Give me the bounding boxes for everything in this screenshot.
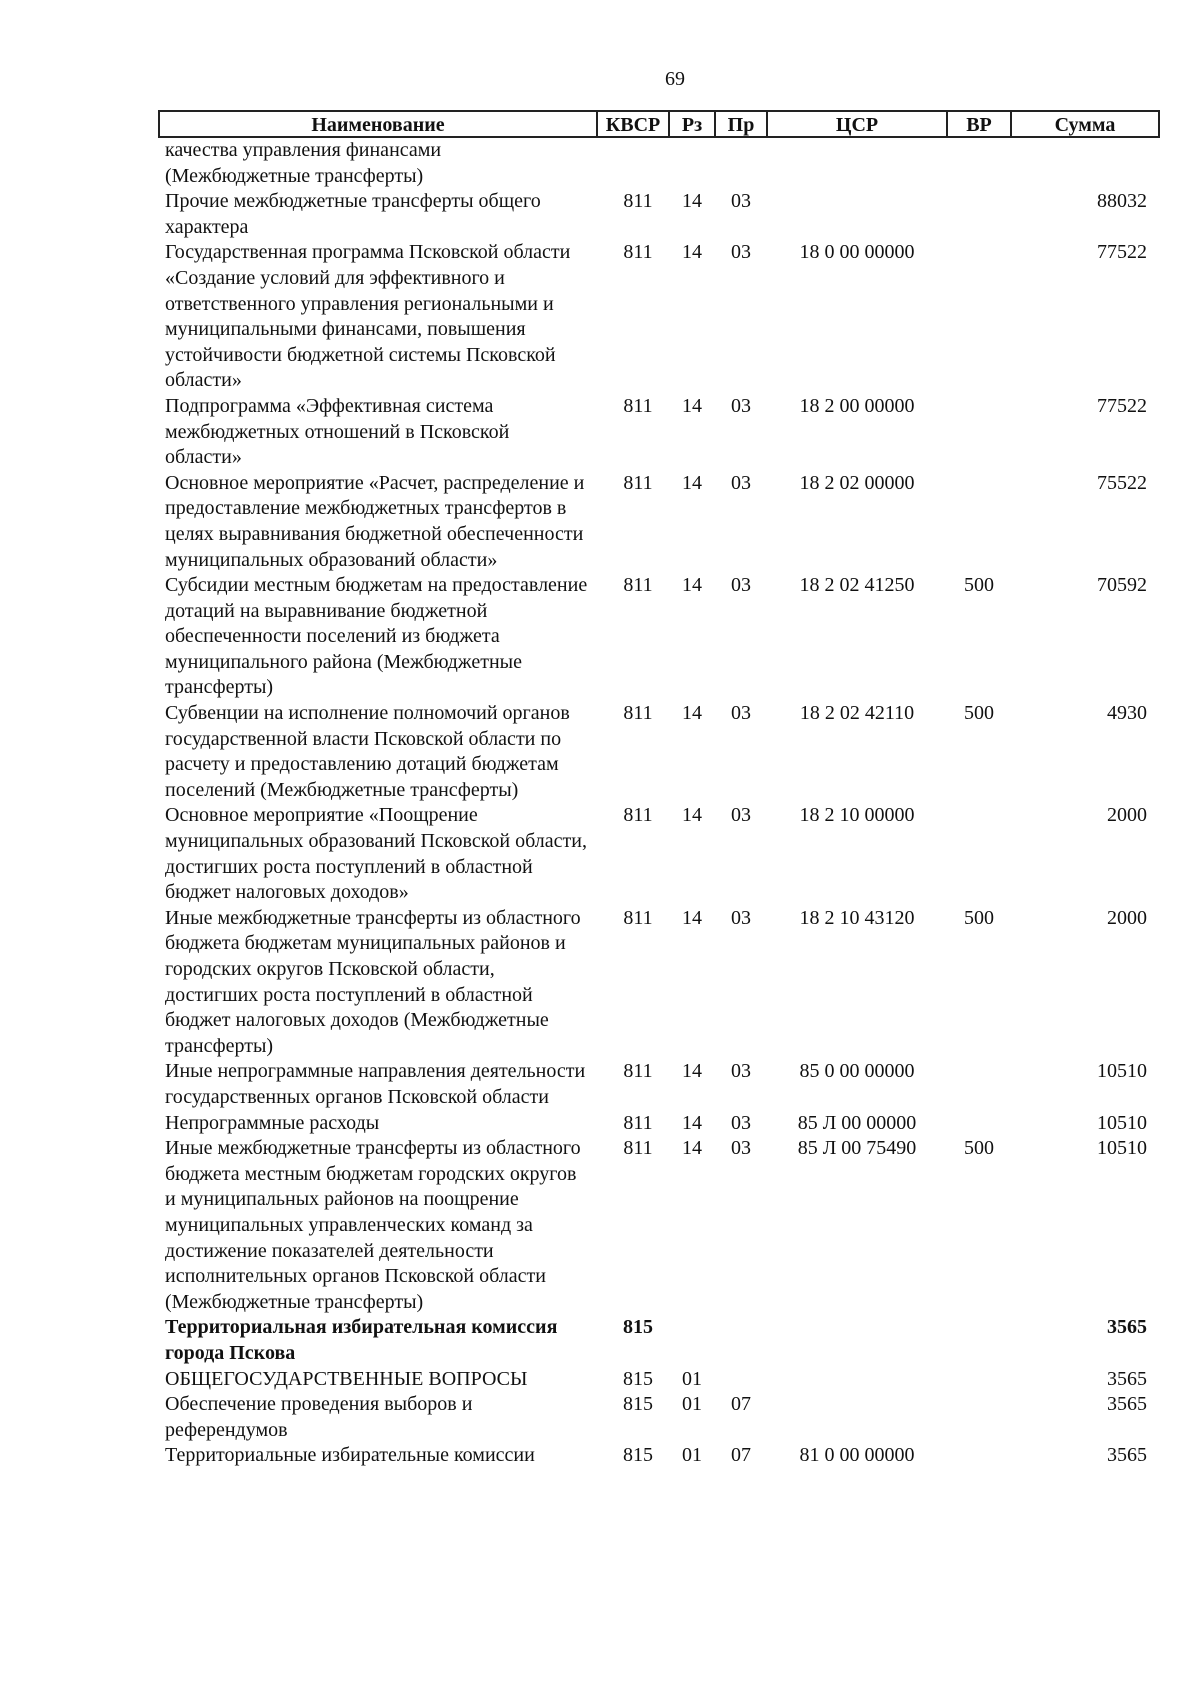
table-row [159, 471, 1159, 573]
row-sum: 3565 [1107, 1393, 1147, 1416]
row-rz: 14 [682, 241, 702, 264]
row-rz: 14 [682, 471, 702, 494]
row-csr: 81 0 00 00000 [799, 1444, 915, 1467]
row-name: Иные межбюджетные трансферты из областного бюджета местным бюджетам городских округов и муниципальных районов на поощрение муниципальных управленческих команд за достижение показателей деятельности исполнительных органов Псковской области (Межбюджетные трансферты) [165, 1137, 581, 1313]
row-csr [767, 137, 947, 189]
row-sum: 77522 [1097, 241, 1147, 264]
row-vr [947, 240, 1011, 394]
row-rz: 14 [682, 702, 702, 725]
row-rz: 14 [682, 804, 702, 827]
header-kvsr: КВСР [597, 111, 669, 137]
table-row [159, 1367, 1159, 1393]
row-pr: 03 [731, 804, 751, 827]
row-vr [947, 189, 1011, 240]
row-sum: 88032 [1097, 190, 1147, 213]
row-vr: 500 [964, 1137, 994, 1160]
table-row [159, 394, 1159, 471]
row-vr [947, 394, 1011, 471]
row-sum: 2000 [1107, 804, 1147, 827]
row-sum: 10510 [1097, 1137, 1147, 1160]
header-sum: Сумма [1011, 111, 1159, 137]
row-pr: 03 [731, 1137, 751, 1160]
row-pr: 07 [731, 1444, 751, 1467]
row-csr: 18 2 10 00000 [799, 804, 915, 827]
row-csr [767, 189, 947, 240]
row-rz: 01 [682, 1444, 702, 1467]
table-row [159, 906, 1159, 1060]
header-vr: ВР [947, 111, 1011, 137]
page-number: 69 [665, 68, 685, 90]
row-csr [767, 1367, 947, 1393]
row-name: Основное мероприятие «Расчет, распределение и предоставление межбюджетных трансфертов в целях выравнивания бюджетной обеспеченности муниципальных образований области» [165, 471, 585, 571]
row-rz: 01 [682, 1393, 702, 1416]
row-vr [947, 1443, 1011, 1469]
header-pr: Пр [715, 111, 767, 137]
row-sum: 2000 [1107, 906, 1147, 929]
row-kvsr: 815 [623, 1367, 653, 1390]
row-kvsr: 811 [623, 190, 653, 213]
row-rz: 14 [682, 906, 702, 929]
row-kvsr [597, 137, 669, 189]
row-vr [947, 803, 1011, 905]
row-kvsr: 811 [623, 574, 653, 597]
table-row [159, 137, 1159, 189]
row-vr: 500 [964, 702, 994, 725]
row-kvsr: 811 [623, 1111, 653, 1134]
row-kvsr: 811 [623, 471, 653, 494]
row-rz: 14 [682, 1111, 702, 1134]
row-kvsr: 811 [623, 804, 653, 827]
table-row [159, 1443, 1159, 1469]
row-name: Прочие межбюджетные трансферты общего характера [165, 190, 541, 238]
row-kvsr: 815 [623, 1444, 653, 1467]
row-name: Обеспечение проведения выборов и референдумов [165, 1393, 473, 1441]
table-row [159, 189, 1159, 240]
row-pr: 03 [731, 1111, 751, 1134]
row-kvsr: 811 [623, 394, 653, 417]
row-vr [947, 1059, 1011, 1110]
row-csr [767, 1315, 947, 1366]
row-name: Государственная программа Псковской области «Создание условий для эффективного и ответственного управления региональными и муниципальными финансами, повышения устойчивости бюджетной системы Псковской области» [165, 241, 571, 392]
row-sum: 77522 [1097, 394, 1147, 417]
row-sum: 3565 [1107, 1367, 1147, 1390]
table-row [159, 1059, 1159, 1110]
row-rz: 01 [682, 1367, 702, 1390]
row-vr [947, 471, 1011, 573]
row-rz: 14 [682, 574, 702, 597]
row-csr: 18 2 00 00000 [799, 394, 915, 417]
row-name: ОБЩЕГОСУДАРСТВЕННЫЕ ВОПРОСЫ [165, 1367, 528, 1390]
row-name: Территориальные избирательные комиссии [165, 1444, 535, 1467]
row-csr [767, 1392, 947, 1443]
row-kvsr: 811 [623, 1137, 653, 1160]
row-kvsr: 811 [623, 241, 653, 264]
row-pr: 03 [731, 190, 751, 213]
row-sum: 4930 [1107, 702, 1147, 725]
header-rz: Рз [669, 111, 715, 137]
row-rz: 14 [682, 1060, 702, 1083]
row-csr: 18 2 10 43120 [799, 906, 915, 929]
row-kvsr: 815 [623, 1393, 653, 1416]
row-name: Территориальная избирательная комиссия города Пскова [165, 1316, 558, 1364]
row-name: Подпрограмма «Эффективная система межбюджетных отношений в Псковской области» [165, 394, 510, 469]
row-rz: 14 [682, 190, 702, 213]
row-sum: 75522 [1097, 471, 1147, 494]
row-csr: 85 0 00 00000 [799, 1060, 915, 1083]
table-row [159, 1392, 1159, 1443]
row-pr: 03 [731, 241, 751, 264]
row-sum: 10510 [1097, 1111, 1147, 1134]
row-csr: 85 Л 00 00000 [797, 1111, 917, 1134]
row-pr: 03 [731, 702, 751, 725]
row-kvsr: 811 [623, 1060, 653, 1083]
header-csr: ЦСР [767, 111, 947, 137]
row-pr: 07 [731, 1393, 751, 1416]
row-name: Иные межбюджетные трансферты из областного бюджета бюджетам муниципальных районов и городских округов Псковской области, достигших роста поступлений в областной бюджет налоговых доходов (Межбюджетные трансферты) [165, 906, 581, 1057]
row-pr [715, 1315, 767, 1366]
row-name: Основное мероприятие «Поощрение муниципальных образований Псковской области, достигших роста поступлений в областной бюджет налоговых доходов» [165, 804, 587, 904]
table-header-row [159, 111, 1159, 137]
table-body [159, 137, 1159, 1469]
row-kvsr: 811 [623, 702, 653, 725]
row-vr [947, 137, 1011, 189]
row-csr: 18 2 02 00000 [799, 471, 915, 494]
row-vr [947, 1392, 1011, 1443]
row-vr [947, 1367, 1011, 1393]
table-row [159, 1136, 1159, 1315]
table-row [159, 701, 1159, 803]
row-vr: 500 [964, 574, 994, 597]
row-pr: 03 [731, 574, 751, 597]
row-csr: 18 2 02 42110 [799, 702, 915, 725]
row-sum [1011, 137, 1159, 189]
row-vr: 500 [964, 906, 994, 929]
row-pr: 03 [731, 906, 751, 929]
row-name: Непрограммные расходы [165, 1111, 380, 1134]
row-kvsr: 811 [623, 906, 653, 929]
row-name: Субсидии местным бюджетам на предоставление дотаций на выравнивание бюджетной обеспеченности поселений из бюджета муниципального района (Межбюджетные трансферты) [165, 574, 588, 699]
header-name: Наименование [159, 111, 597, 137]
row-pr [715, 137, 767, 189]
row-csr: 18 2 02 41250 [799, 574, 915, 597]
row-rz: 14 [682, 1137, 702, 1160]
row-sum: 3565 [1107, 1316, 1147, 1339]
table-row [159, 1315, 1159, 1366]
row-name: Субвенции на исполнение полномочий органов государственной власти Псковской области по расчету и предоставлению дотаций бюджетам поселений (Межбюджетные трансферты) [165, 702, 570, 801]
table-row [159, 240, 1159, 394]
row-vr [947, 1315, 1011, 1366]
row-pr: 03 [731, 394, 751, 417]
row-csr: 18 0 00 00000 [799, 241, 915, 264]
row-name: качества управления финансами (Межбюджетные трансферты) [165, 139, 442, 187]
row-pr: 03 [731, 1060, 751, 1083]
row-name: Иные непрограммные направления деятельности государственных органов Псковской области [165, 1060, 586, 1108]
table-row [159, 803, 1159, 905]
row-rz: 14 [682, 394, 702, 417]
row-sum: 3565 [1107, 1444, 1147, 1467]
row-kvsr: 815 [623, 1316, 653, 1339]
row-vr [947, 1111, 1011, 1137]
row-sum: 70592 [1097, 574, 1147, 597]
budget-table [158, 110, 1160, 1469]
table-row [159, 1111, 1159, 1137]
row-pr [715, 1367, 767, 1393]
row-sum: 10510 [1097, 1060, 1147, 1083]
row-rz [669, 137, 715, 189]
row-pr: 03 [731, 471, 751, 494]
table-row [159, 573, 1159, 701]
row-csr: 85 Л 00 75490 [797, 1137, 917, 1160]
row-rz [669, 1315, 715, 1366]
